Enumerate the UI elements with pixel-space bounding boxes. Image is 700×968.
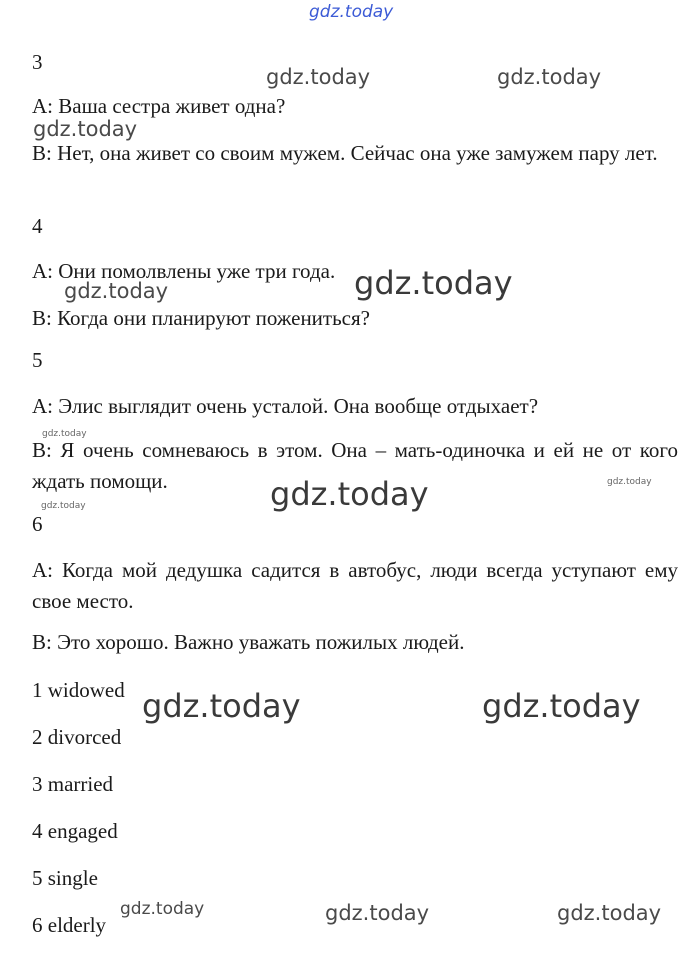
dialogue-line: B: Это хорошо. Важно уважать пожилых людей. xyxy=(32,630,465,654)
watermark: gdz.today xyxy=(497,65,602,89)
section-number: 4 xyxy=(32,214,43,238)
watermark: gdz.today xyxy=(354,264,513,302)
watermark: gdz.today xyxy=(120,899,205,919)
watermark: gdz.today xyxy=(266,65,371,89)
watermark: gdz.today xyxy=(33,117,138,141)
section-number: 6 xyxy=(32,512,43,536)
answer-item: 3 married xyxy=(32,772,114,796)
dialogue-line: B: Нет, она живет со своим мужем. Сейчас она уже замужем пару лет. xyxy=(32,141,658,165)
dialogue-line: A: Ваша сестра живет одна? xyxy=(32,94,286,118)
dialogue-line: A: Элис выглядит очень усталой. Она вообще отдыхает? xyxy=(32,394,539,418)
watermark: gdz.today xyxy=(142,687,301,725)
watermark: gdz.today xyxy=(607,477,652,487)
watermark-top: gdz.today xyxy=(309,2,394,22)
section-number: 5 xyxy=(32,348,43,372)
answer-item: 1 widowed xyxy=(32,678,125,702)
watermark: gdz.today xyxy=(557,901,662,925)
dialogue-line: B: Я очень сомневаюсь в этом. Она – мать-одиночка и ей не от кого ждать помощи. xyxy=(32,438,678,493)
watermark: gdz.today xyxy=(325,901,430,925)
answer-item: 5 single xyxy=(32,866,98,890)
dialogue-line: B: Когда они планируют пожениться? xyxy=(32,306,370,330)
watermark: gdz.today xyxy=(42,429,87,439)
watermark: gdz.today xyxy=(270,475,429,513)
answer-item: 2 divorced xyxy=(32,725,122,749)
section-number: 3 xyxy=(32,50,43,74)
watermark: gdz.today xyxy=(41,501,86,511)
dialogue-line: A: Когда мой дедушка садится в автобус, люди всегда уступают ему свое место. xyxy=(32,558,678,613)
watermark: gdz.today xyxy=(64,279,169,303)
answer-item: 6 elderly xyxy=(32,913,107,937)
watermark: gdz.today xyxy=(482,687,641,725)
dialogue-line: A: Они помолвлены уже три года. xyxy=(32,259,336,283)
answer-item: 4 engaged xyxy=(32,819,118,843)
